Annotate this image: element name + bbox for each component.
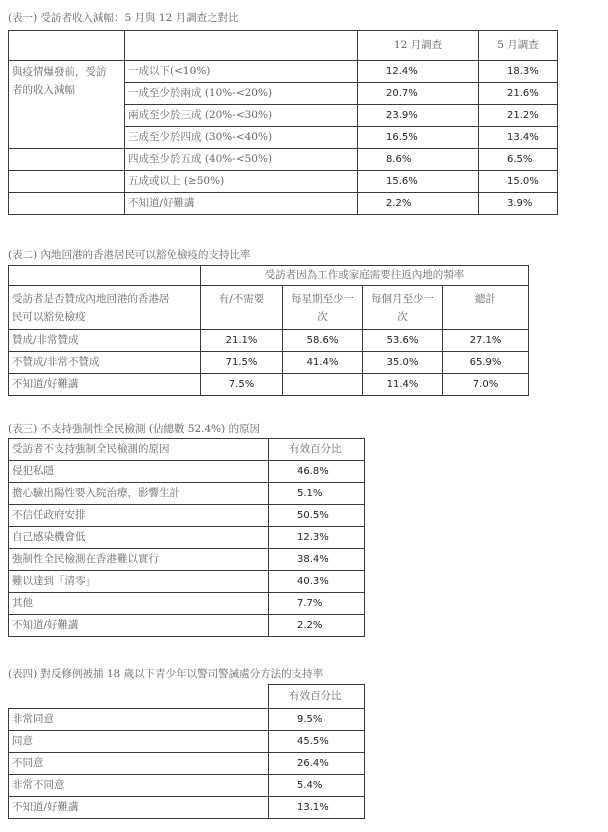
table1-row-label-line1: 與疫情爆發前，受訪 <box>12 65 107 78</box>
table-cell: 21.2% <box>479 105 558 127</box>
table-cell: 26.4% <box>269 753 365 775</box>
table-cell: 12.4% <box>358 61 479 83</box>
table-cell: 50.5% <box>269 505 365 527</box>
table3-caption: (表三) 不支持強制性全民檢測 (佔總數 52.4%) 的原因 <box>8 423 261 435</box>
table-cell: 41.4% <box>283 352 363 374</box>
table-row-label: 不信任政府安排 <box>9 505 269 527</box>
table-cell: 65.9% <box>443 352 529 374</box>
table-cell: 18.3% <box>479 61 558 83</box>
table-cell: 2.2% <box>358 193 479 215</box>
table-cell: 7.7% <box>269 593 365 615</box>
table-cell: 5.4% <box>269 775 365 797</box>
table-cell: 46.8% <box>269 461 365 483</box>
table-cell: 27.1% <box>443 330 529 352</box>
table2-col-label: 每星期至少一 <box>291 293 354 305</box>
table2-col-label: 總計 <box>475 293 496 305</box>
table2-col-label: 每個月至少一 <box>371 293 434 305</box>
table4-header-value: 有效百分比 <box>269 685 365 709</box>
table-cell: 6.5% <box>479 149 558 171</box>
table-row-label: 不知道/好難講 <box>9 615 269 637</box>
table-cell: 3.9% <box>479 193 558 215</box>
table1-col-may: 5 月調查 <box>479 31 558 61</box>
table-row-label: 四成至少於五成 (40%-<50%) <box>125 149 358 171</box>
table-row-label: 不同意 <box>9 753 269 775</box>
table-cell: 5.1% <box>269 483 365 505</box>
table-cell: 23.9% <box>358 105 479 127</box>
table-cell: 11.4% <box>363 374 443 396</box>
table-row-label: 不知道/好難講 <box>9 374 201 396</box>
table2-group-header: 受訪者因為工作或家庭需要往返內地的頻率 <box>201 266 529 286</box>
table2-col-monthly <box>363 286 443 330</box>
table-row-label: 侵犯私隱 <box>9 461 269 483</box>
table-cell: 13.1% <box>269 797 365 819</box>
table-cell: 21.6% <box>479 83 558 105</box>
table1-income-reduction <box>8 30 558 215</box>
table-row-label: 難以達到「清零」 <box>9 571 269 593</box>
table-row-label: 其他 <box>9 593 269 615</box>
table2-question <box>9 286 201 330</box>
table-row-label: 擔心驗出陽性要入院治療，影響生計 <box>9 483 269 505</box>
table2-question-line2: 民可以豁免檢疫 <box>12 311 86 323</box>
table1-row-label-cont <box>9 105 125 127</box>
table-cell: 7.5% <box>201 374 283 396</box>
table4-warning-support <box>8 684 365 819</box>
table3-header-label: 受訪者不支持強制全民檢測的原因 <box>9 439 269 461</box>
table-cell: 7.0% <box>443 374 529 396</box>
table2-col-label: 有/不需要 <box>218 293 265 305</box>
table-cell: 12.3% <box>269 527 365 549</box>
table-cell: 38.4% <box>269 549 365 571</box>
table-cell: 53.6% <box>363 330 443 352</box>
table-cell: 35.0% <box>363 352 443 374</box>
table1-empty-header <box>125 31 358 61</box>
table1-row-label-cont <box>9 127 125 149</box>
table2-question-line1: 受訪者是否贊成內地回港的香港居 <box>12 293 170 305</box>
table1-caption: (表一) 受訪者收入減幅：5 月與 12 月調查之對比 <box>8 12 239 24</box>
table-cell: 71.5% <box>201 352 283 374</box>
table-cell: 2.2% <box>269 615 365 637</box>
table2-caption: (表二) 內地回港的香港居民可以豁免檢疫的支持比率 <box>8 249 251 261</box>
table-row-label: 不贊成/非常不贊成 <box>9 352 201 374</box>
table-cell: 40.3% <box>269 571 365 593</box>
table1-row-label <box>9 61 125 83</box>
table-cell: 8.6% <box>358 149 479 171</box>
table3-reasons <box>8 438 365 637</box>
table1-col-december: 12 月調查 <box>358 31 479 61</box>
table-row-label: 一成至少於兩成 (10%-<20%) <box>125 83 358 105</box>
table-cell: 58.6% <box>283 330 363 352</box>
table-cell: 13.4% <box>479 127 558 149</box>
table2-col-none <box>201 286 283 330</box>
table1-empty-cell <box>9 193 125 215</box>
table2-empty-corner <box>9 266 201 286</box>
table2-col-total <box>443 286 529 330</box>
table-row-label: 一成以下(<10%) <box>125 61 358 83</box>
table1-empty-cell <box>9 171 125 193</box>
table-row-label: 自己感染機會低 <box>9 527 269 549</box>
table1-empty-cell <box>9 149 125 171</box>
table4-caption: (表四) 對反修例被捕 18 歲以下青少年以警司警誡處分方法的支持率 <box>8 668 324 680</box>
table-row-label: 兩成至少於三成 (20%-<30%) <box>125 105 358 127</box>
table-row-label: 三成至少於四成 (30%-<40%) <box>125 127 358 149</box>
table-row-label: 同意 <box>9 731 269 753</box>
table-cell: 21.1% <box>201 330 283 352</box>
table-cell: 16.5% <box>358 127 479 149</box>
table1-empty-corner <box>9 31 125 61</box>
table-row-label: 五成或以上 (≥50%) <box>125 171 358 193</box>
table-row-label: 非常不同意 <box>9 775 269 797</box>
table-cell <box>283 374 363 396</box>
table1-row-label-line2: 者的收入減幅 <box>12 83 75 96</box>
table3-header-value: 有效百分比 <box>269 439 365 461</box>
table-row-label: 贊成/非常贊成 <box>9 330 201 352</box>
table-cell: 20.7% <box>358 83 479 105</box>
table2-col-label-line2: 次 <box>317 311 328 323</box>
table-cell: 15.6% <box>358 171 479 193</box>
table2-col-weekly <box>283 286 363 330</box>
table-row-label: 不知道/好難講 <box>9 797 269 819</box>
table2-col-label-line2: 次 <box>397 311 408 323</box>
table1-row-label-cont <box>9 83 125 105</box>
table-row-label: 非常同意 <box>9 709 269 731</box>
table4-empty-corner <box>9 685 269 709</box>
table2-exemption-support <box>8 265 529 396</box>
table-cell: 45.5% <box>269 731 365 753</box>
table-row-label: 不知道/好難講 <box>125 193 358 215</box>
table-row-label: 強制性全民檢測在香港難以實行 <box>9 549 269 571</box>
table-cell: 9.5% <box>269 709 365 731</box>
table-cell: 15.0% <box>479 171 558 193</box>
